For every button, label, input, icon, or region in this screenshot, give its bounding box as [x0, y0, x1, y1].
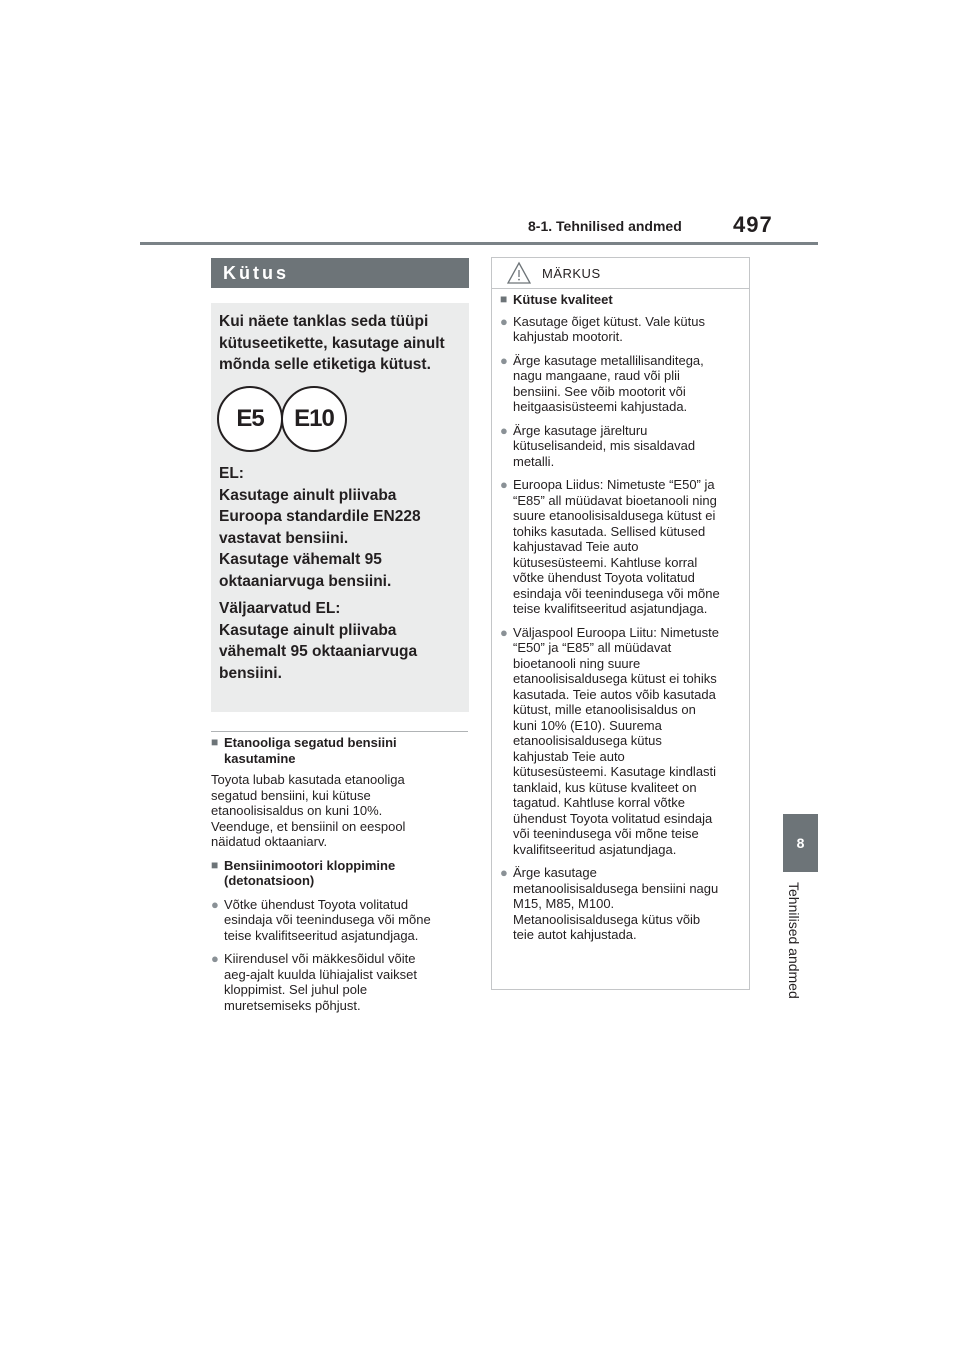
round-bullet-icon: ●	[500, 422, 508, 438]
note-line: kuni 10% (E10). Suurema	[513, 717, 662, 733]
knock-bullet-line: aeg-ajalt kuulda lühiajalist vaikset	[224, 966, 417, 982]
eu-line: EL:	[219, 465, 244, 482]
note-line: etanoolisisaldusega kütus	[513, 733, 662, 748]
e5-badge-icon: E5	[217, 386, 283, 452]
eu-line: vastavat bensiini.	[219, 529, 349, 547]
note-line: Ärge kasutage	[513, 865, 597, 880]
note-bullet	[500, 625, 742, 858]
fuel-quality-heading	[500, 292, 742, 308]
note-body	[500, 292, 742, 951]
note-bullet	[500, 423, 742, 470]
fuel-intro-line: kütuseetikette, kasutage ainult	[219, 334, 445, 352]
note-line: kütust, mille etanoolisisaldus on	[513, 702, 696, 717]
note-line: bioetanooli ning suure	[513, 655, 641, 671]
eu-line: Kasutage vähemalt 95	[219, 551, 382, 568]
knock-bullet-line: kloppimist. Sel juhul pole	[224, 982, 368, 997]
note-line: heitgaasisüsteemi kahjustada.	[513, 399, 688, 414]
note-line: tanklaid, kus kütuse kvaliteet on	[513, 779, 697, 795]
square-bullet-icon: ■	[500, 292, 508, 306]
note-line: Ärge kasutage järelturu	[513, 422, 648, 438]
fuel-info-box	[211, 303, 469, 712]
note-line: esindaja või teenindusega või mõne	[513, 585, 720, 601]
fuel-quality-title: Kütuse kvaliteet	[513, 292, 613, 307]
note-line: metanoolisisaldusega bensiini nagu	[513, 880, 719, 896]
section-title: 8-1. Tehnilised andmed	[528, 218, 682, 234]
knock-bullet-line: teise kvalifitseeritud asjatundjaga.	[224, 927, 419, 943]
fuel-heading: Kütus	[211, 258, 469, 288]
round-bullet-icon: ●	[211, 896, 219, 912]
note-line: Kasutage õiget kütust. Vale kütus	[513, 313, 705, 329]
warning-triangle-icon	[506, 261, 532, 285]
knock-bullet-line: Kiirendusel või mäkkesõidul võite	[224, 951, 416, 966]
fuel-intro	[219, 311, 464, 376]
knock-title-line: Bensiinimootori kloppimine	[224, 857, 396, 873]
note-line: kütuselisandeid, mis sisaldavad	[513, 438, 696, 453]
knock-title-line: (detonatsioon)	[224, 873, 315, 888]
round-bullet-icon: ●	[500, 313, 508, 329]
knock-bullet-line: Võtke ühendust Toyota volitatud	[224, 896, 409, 912]
eu-fuel-requirements	[219, 463, 464, 592]
eu-line: Kasutage ainult pliivaba	[219, 486, 397, 504]
note-line: kahjustab Teie auto	[513, 748, 625, 764]
note-line: teise kvalifitseeritud asjatundjaga.	[513, 601, 708, 616]
note-line: bensiini. See võib mootorit või	[513, 383, 686, 399]
note-line: kvalifitseeritud asjatundjaga.	[513, 841, 677, 857]
ethanol-body-line: etanoolisisaldus on kuni 10%.	[211, 803, 383, 818]
page-number: 497	[733, 212, 773, 237]
ethanol-body-line: näidatud oktaaniarv.	[211, 834, 328, 849]
note-line: kahjustab mootorit.	[513, 329, 623, 344]
round-bullet-icon: ●	[500, 352, 508, 368]
note-line: kütusesüsteemi. Kasutage kindlasti	[513, 764, 717, 779]
non-eu-line: Kasutage ainult pliivaba	[219, 621, 397, 639]
knock-bullet-line: esindaja või teenindusega või mõne	[224, 912, 431, 927]
note-line: Metanoolisisaldusega kütus võib	[513, 911, 701, 927]
chapter-label-text: Tehnilised andmed	[786, 882, 802, 999]
note-line: “E50” ja “E85” all müüdavat	[513, 640, 672, 655]
ethanol-title-line: kasutamine	[224, 750, 296, 766]
note-line: Euroopa Liidus: Nimetuste “E50” ja	[513, 477, 715, 492]
round-bullet-icon: ●	[500, 477, 508, 492]
note-box	[491, 257, 750, 990]
ethanol-body-line: Toyota lubab kasutada etanooliga	[211, 772, 405, 787]
note-bullet	[500, 353, 742, 415]
non-eu-line: vähemalt 95 oktaaniarvuga	[219, 643, 418, 660]
note-line: ühendust Toyota volitatud esindaja	[513, 810, 713, 826]
header-divider	[140, 242, 818, 245]
note-line: kahjustavad Teie auto	[513, 539, 639, 554]
chapter-tab: 8	[783, 814, 818, 872]
note-line: metalli.	[513, 453, 555, 469]
round-bullet-icon: ●	[211, 951, 219, 966]
note-title: MÄRKUS	[542, 266, 601, 281]
note-line: teie autot kahjustada.	[513, 927, 637, 942]
eu-line: oktaaniarvuga bensiini.	[219, 572, 392, 590]
note-bullet	[500, 314, 742, 345]
knock-bullet	[211, 951, 469, 1013]
eu-line: Euroopa standardile EN228	[219, 508, 421, 525]
note-line: etanoolisisaldusega kütust ei tohiks	[513, 671, 717, 686]
knock-bullet-line: muretsemiseks põhjust.	[224, 997, 361, 1013]
ethanol-section	[211, 735, 469, 1013]
note-line: tohiks kasutada. Sellised kütused	[513, 523, 706, 539]
non-eu-line: Väljaarvatud EL:	[219, 600, 341, 617]
ethanol-body-line: segatud bensiini, kui kütuse	[211, 787, 371, 803]
round-bullet-icon: ●	[500, 624, 508, 640]
e10-badge-icon: E10	[281, 386, 347, 452]
note-line: kütusesüsteemi. Kahtluse korral	[513, 554, 698, 570]
note-line: võtke ühendust Toyota volitatud	[513, 570, 695, 585]
note-bullet	[500, 865, 742, 943]
note-line: või teenindusega või mõne teise	[513, 826, 699, 841]
note-line: tagatud. Kahtluse korral võtke	[513, 795, 685, 810]
note-line: M15, M85, M100.	[513, 896, 615, 911]
ethanol-body	[211, 772, 469, 850]
fuel-intro-line: mõnda selle etiketiga kütust.	[219, 356, 431, 373]
note-line: nagu mangaane, raud või plii	[513, 368, 680, 383]
knock-bullet	[211, 897, 469, 944]
note-header	[492, 258, 749, 289]
note-line: kasutada. Teie autos võib kasutada	[513, 686, 716, 702]
chapter-label	[778, 882, 812, 1012]
fuel-label-badges	[217, 386, 357, 450]
note-line: “E85” all müüdavat bioetanooli ning	[513, 492, 717, 508]
round-bullet-icon: ●	[500, 865, 508, 880]
note-line: Väljaspool Euroopa Liitu: Nimetuste	[513, 624, 719, 640]
knock-heading	[211, 858, 469, 889]
square-bullet-icon: ■	[211, 735, 219, 749]
non-eu-line: bensiini.	[219, 664, 282, 682]
ethanol-heading	[211, 735, 469, 766]
non-eu-fuel-requirements	[219, 598, 464, 684]
square-bullet-icon: ■	[211, 857, 219, 872]
ethanol-title-line: Etanooliga segatud bensiini	[224, 735, 397, 750]
note-line: Ärge kasutage metallilisanditega,	[513, 352, 704, 368]
note-line: suure etanoolisisaldusega kütust ei	[513, 508, 716, 523]
fuel-intro-line: Kui näete tanklas seda tüüpi	[219, 313, 429, 330]
ethanol-body-line: Veenduge, et bensiinil on eespool	[211, 818, 406, 834]
note-bullet	[500, 477, 742, 617]
left-divider	[211, 731, 468, 732]
